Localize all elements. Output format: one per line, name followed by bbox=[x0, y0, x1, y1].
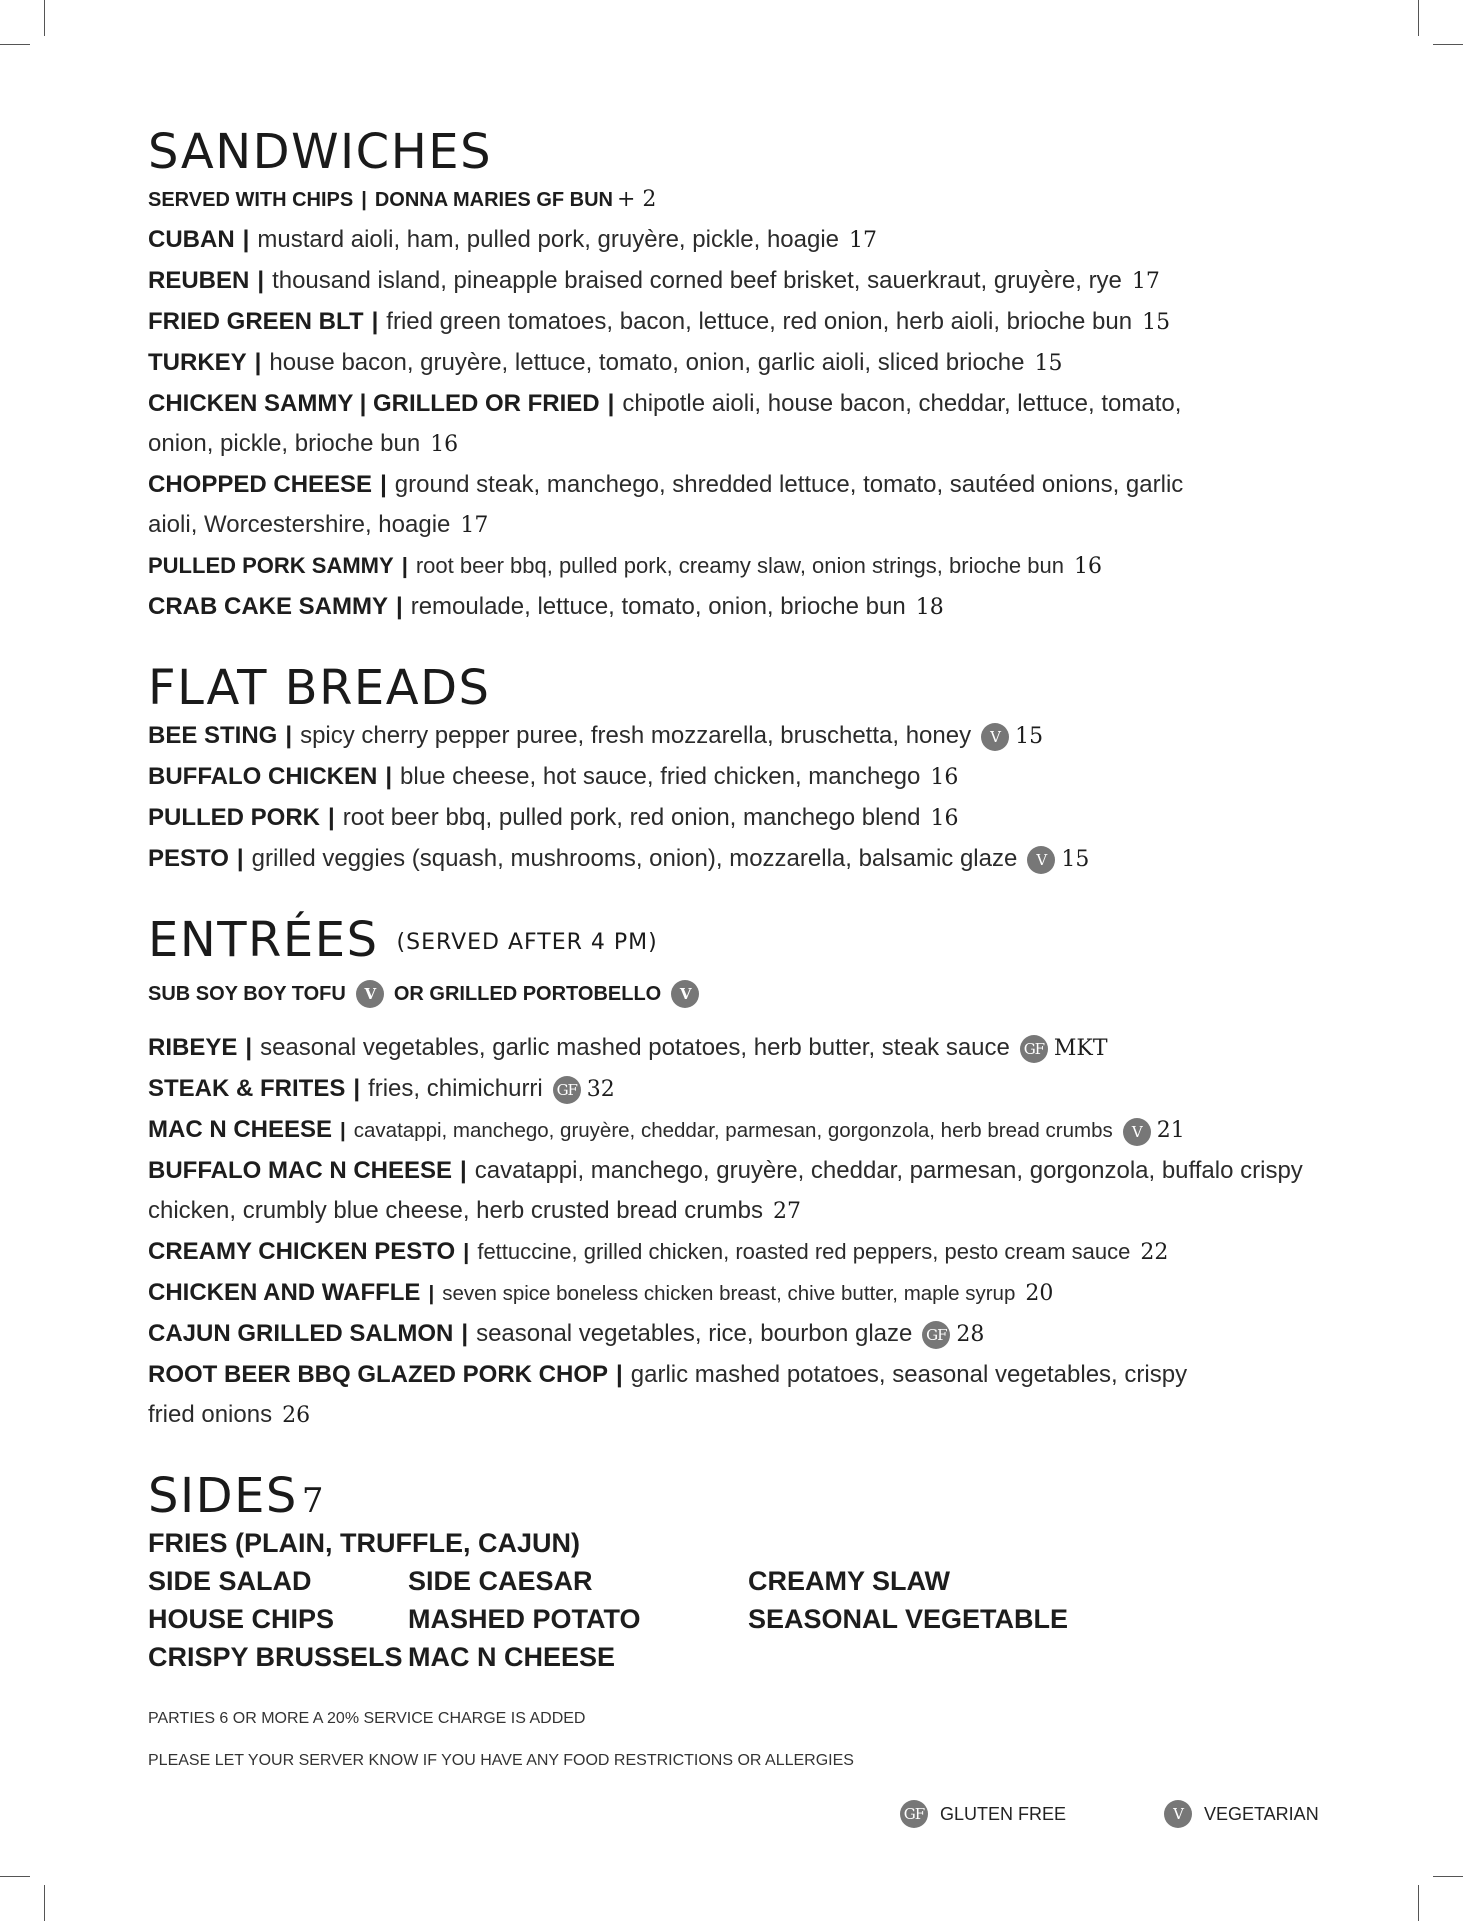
item-price: 15 bbox=[1015, 724, 1044, 749]
side-item: HOUSE CHIPS bbox=[148, 1604, 335, 1634]
separator: | bbox=[396, 593, 403, 620]
separator: | bbox=[463, 1239, 470, 1264]
item-description: seasonal vegetables, garlic mashed potatoes, herb butter, steak sauce bbox=[260, 1034, 1010, 1061]
entrees-title bbox=[148, 912, 1348, 968]
item-price: 16 bbox=[430, 432, 459, 457]
gluten-free-icon: GF bbox=[900, 1800, 928, 1828]
item-name: RIBEYE bbox=[148, 1034, 238, 1061]
sandwiches-title: SANDWICHES bbox=[148, 124, 493, 180]
side-item: SIDE SALAD bbox=[148, 1566, 312, 1596]
item-description: root beer bbq, pulled pork, red onion, manchego blend bbox=[342, 804, 921, 831]
menu-item-steak-frites bbox=[148, 1069, 1348, 1110]
menu-item-pulled-pork-flatbread bbox=[148, 798, 1348, 839]
sides-section bbox=[148, 1468, 1348, 1676]
crop-mark bbox=[1418, 1885, 1419, 1921]
item-price: MKT bbox=[1053, 1036, 1108, 1061]
side-item-fries: FRIES (PLAIN, TRUFFLE, CAJUN) bbox=[148, 1528, 580, 1558]
item-description: seven spice boneless chicken breast, chive butter, maple syrup bbox=[442, 1282, 1016, 1305]
vegetarian-icon: V bbox=[981, 723, 1009, 751]
menu-item-turkey bbox=[148, 343, 1348, 384]
item-name: BUFFALO MAC N CHEESE bbox=[148, 1157, 453, 1184]
item-name: REUBEN bbox=[148, 267, 250, 294]
item-description: cavatappi, manchego, gruyère, cheddar, parmesan, gorgonzola, buffalo crispy chicken, crumbly blue cheese, herb crusted bread crumbs bbox=[148, 1157, 1303, 1224]
menu-item-mac-n-cheese bbox=[148, 1110, 1348, 1151]
sandwiches-list bbox=[148, 220, 1348, 628]
separator: | bbox=[380, 471, 387, 498]
separator: | bbox=[607, 390, 615, 417]
item-description: fries, chimichurri bbox=[368, 1075, 543, 1102]
vegetarian-icon: V bbox=[1027, 846, 1055, 874]
item-price: 16 bbox=[930, 806, 959, 831]
sides-title bbox=[148, 1468, 1348, 1524]
item-name: PESTO bbox=[148, 845, 229, 872]
sandwiches-note bbox=[148, 184, 1348, 216]
side-item: MASHED POTATO bbox=[408, 1604, 641, 1634]
crop-mark bbox=[0, 44, 30, 45]
item-description: fettuccine, grilled chicken, roasted red peppers, pesto cream sauce bbox=[477, 1239, 1131, 1264]
side-item: SEASONAL VEGETABLE bbox=[748, 1604, 1069, 1634]
item-name: CREAMY CHICKEN PESTO bbox=[148, 1238, 456, 1265]
separator: | bbox=[242, 226, 250, 253]
crop-mark bbox=[44, 1885, 45, 1921]
gluten-free-icon: GF bbox=[1020, 1035, 1048, 1063]
side-item: MAC N CHEESE bbox=[408, 1642, 616, 1672]
menu-item-reuben bbox=[148, 261, 1348, 302]
vegetarian-icon: V bbox=[356, 980, 384, 1008]
item-price: 17 bbox=[849, 228, 878, 253]
item-name: BUFFALO CHICKEN bbox=[148, 763, 378, 790]
menu-item-buffalo-chicken bbox=[148, 757, 1348, 798]
item-name: CAJUN GRILLED SALMON bbox=[148, 1320, 454, 1347]
separator: | bbox=[385, 763, 393, 790]
gluten-free-icon: GF bbox=[553, 1076, 581, 1104]
menu-item-chicken-and-waffle bbox=[148, 1273, 1348, 1314]
separator: | bbox=[428, 1282, 435, 1305]
gf-bun-option: DONNA MARIES GF BUN bbox=[374, 189, 613, 211]
separator: | bbox=[353, 1075, 361, 1102]
item-name: ROOT BEER BBQ GLAZED PORK CHOP bbox=[148, 1361, 609, 1388]
menu-item-bee-sting bbox=[148, 716, 1348, 757]
item-name: CHICKEN AND WAFFLE bbox=[148, 1279, 421, 1306]
separator: | bbox=[340, 1119, 346, 1142]
entrees-note bbox=[148, 978, 1348, 1010]
menu-item-fried-green-blt bbox=[148, 302, 1348, 343]
vegetarian-icon: V bbox=[671, 980, 699, 1008]
menu-item-chopped-cheese bbox=[148, 465, 1198, 546]
legend-gluten-free bbox=[900, 1800, 1066, 1828]
side-item bbox=[748, 1638, 1108, 1676]
separator: | bbox=[460, 1157, 467, 1184]
crop-mark bbox=[0, 1876, 30, 1877]
entrees-subtitle: (SERVED AFTER 4 PM) bbox=[396, 930, 658, 955]
menu-item-pork-chop bbox=[148, 1355, 1208, 1436]
item-description: blue cheese, hot sauce, fried chicken, manchego bbox=[400, 763, 921, 790]
menu-item-cuban bbox=[148, 220, 1348, 261]
separator: | bbox=[371, 308, 379, 335]
flatbreads-title: FLAT BREADS bbox=[148, 660, 491, 716]
menu-item-pulled-pork-sammy bbox=[148, 546, 1348, 587]
item-name: CHOPPED CHEESE bbox=[148, 471, 373, 498]
menu-item-creamy-chicken-pesto bbox=[148, 1232, 1348, 1273]
side-item: CREAMY SLAW bbox=[748, 1566, 951, 1596]
sub-portobello-note: OR GRILLED PORTOBELLO bbox=[393, 983, 662, 1005]
item-price: 27 bbox=[772, 1199, 801, 1224]
item-name: CHICKEN SAMMY | GRILLED OR FRIED bbox=[148, 390, 600, 417]
item-name: STEAK & FRITES bbox=[148, 1075, 346, 1102]
legend-vegetarian bbox=[1164, 1800, 1319, 1828]
menu-item-chicken-sammy bbox=[148, 384, 1198, 465]
sub-tofu-note: SUB SOY BOY TOFU bbox=[148, 983, 346, 1005]
item-price: 17 bbox=[460, 513, 489, 538]
item-description: grilled veggies (squash, mushrooms, onion), mozzarella, balsamic glaze bbox=[251, 845, 1018, 872]
vegetarian-icon: V bbox=[1123, 1118, 1151, 1146]
side-item: CRISPY BRUSSELS bbox=[148, 1642, 403, 1672]
crop-mark bbox=[44, 0, 45, 36]
menu-item-pesto bbox=[148, 839, 1348, 880]
item-name: PULLED PORK bbox=[148, 804, 321, 831]
item-price: 16 bbox=[1073, 554, 1102, 579]
crop-mark bbox=[1433, 44, 1463, 45]
item-description: ground steak, manchego, shredded lettuce, tomato, sautéed onions, garlic aioli, Worcestershire, hoagie bbox=[148, 471, 1184, 538]
crop-mark bbox=[1418, 0, 1419, 36]
gluten-free-icon: GF bbox=[922, 1321, 950, 1349]
item-description: spicy cherry pepper puree, fresh mozzarella, bruschetta, honey bbox=[300, 722, 972, 749]
vegetarian-icon: V bbox=[1164, 1800, 1192, 1828]
item-description: cavatappi, manchego, gruyère, cheddar, parmesan, gorgonzola, herb bread crumbs bbox=[353, 1119, 1113, 1142]
item-description: thousand island, pineapple braised corned beef brisket, sauerkraut, gruyère, rye bbox=[272, 267, 1122, 294]
item-description: chipotle aioli, house bacon, cheddar, lettuce, tomato, onion, pickle, brioche bun bbox=[148, 390, 1182, 457]
separator: | bbox=[257, 267, 265, 294]
item-price: 15 bbox=[1034, 351, 1063, 376]
item-price: 16 bbox=[930, 765, 959, 790]
item-name: CRAB CAKE SAMMY bbox=[148, 593, 388, 620]
flatbreads-list bbox=[148, 716, 1348, 880]
item-price: 15 bbox=[1061, 847, 1090, 872]
separator: | bbox=[328, 804, 335, 831]
separator: | bbox=[401, 553, 408, 578]
item-name: MAC N CHEESE bbox=[148, 1116, 333, 1143]
service-charge-note: PARTIES 6 OR MORE A 20% SERVICE CHARGE IS ADDED bbox=[148, 1710, 586, 1727]
item-description: garlic mashed potatoes, seasonal vegetables, crispy fried onions bbox=[148, 1361, 1188, 1428]
menu-item-crab-cake-sammy bbox=[148, 587, 1348, 628]
separator: | bbox=[254, 349, 262, 376]
item-price: 26 bbox=[282, 1403, 311, 1428]
item-name: PULLED PORK SAMMY bbox=[148, 553, 394, 578]
separator: | bbox=[245, 1034, 253, 1061]
item-description: remoulade, lettuce, tomato, onion, brioche bun bbox=[410, 593, 906, 620]
item-description: seasonal vegetables, rice, bourbon glaze bbox=[476, 1320, 913, 1347]
crop-mark bbox=[1433, 1876, 1463, 1877]
served-with-chips: SERVED WITH CHIPS bbox=[148, 189, 354, 211]
item-price: 32 bbox=[586, 1077, 615, 1102]
item-description: fried green tomatoes, bacon, lettuce, red onion, herb aioli, brioche bun bbox=[386, 308, 1133, 335]
item-price: 28 bbox=[956, 1322, 985, 1347]
item-price: 20 bbox=[1025, 1281, 1054, 1306]
separator: | bbox=[236, 845, 244, 872]
entrees-section bbox=[148, 912, 1348, 1436]
item-price: 21 bbox=[1156, 1118, 1185, 1143]
item-name: CUBAN bbox=[148, 226, 235, 253]
sandwiches-section bbox=[148, 124, 1348, 628]
item-description: house bacon, gruyère, lettuce, tomato, onion, garlic aioli, sliced brioche bbox=[269, 349, 1025, 376]
menu-item-buffalo-mac-n-cheese bbox=[148, 1151, 1328, 1232]
item-price: 22 bbox=[1140, 1240, 1169, 1265]
sides-title-text: SIDES bbox=[148, 1468, 298, 1524]
item-name: FRIED GREEN BLT bbox=[148, 308, 364, 335]
allergy-note: PLEASE LET YOUR SERVER KNOW IF YOU HAVE ANY FOOD RESTRICTIONS OR ALLERGIES bbox=[148, 1752, 854, 1769]
item-price: 17 bbox=[1131, 269, 1160, 294]
gf-bun-price: + 2 bbox=[616, 187, 657, 212]
entrees-list bbox=[148, 1028, 1348, 1436]
legend-label: VEGETARIAN bbox=[1204, 1803, 1319, 1824]
separator: | bbox=[285, 722, 293, 749]
separator: | bbox=[616, 1361, 623, 1388]
entrees-title-text: ENTRÉES bbox=[148, 912, 379, 968]
menu-page bbox=[148, 124, 1348, 1770]
separator: | bbox=[461, 1320, 469, 1347]
item-price: 15 bbox=[1142, 310, 1171, 335]
sides-price: 7 bbox=[301, 1481, 326, 1521]
sides-list bbox=[148, 1524, 1348, 1676]
note-separator: | bbox=[361, 189, 367, 211]
menu-item-ribeye bbox=[148, 1028, 1348, 1069]
item-name: BEE STING bbox=[148, 722, 278, 749]
legend-label: GLUTEN FREE bbox=[940, 1803, 1067, 1824]
item-price: 18 bbox=[915, 595, 944, 620]
item-name: TURKEY bbox=[148, 349, 247, 376]
item-description: root beer bbq, pulled pork, creamy slaw, onion strings, brioche bun bbox=[415, 553, 1064, 578]
side-item: SIDE CAESAR bbox=[408, 1566, 593, 1596]
item-description: mustard aioli, ham, pulled pork, gruyère, pickle, hoagie bbox=[257, 226, 840, 253]
menu-item-cajun-grilled-salmon bbox=[148, 1314, 1348, 1355]
flatbreads-section bbox=[148, 660, 1348, 880]
